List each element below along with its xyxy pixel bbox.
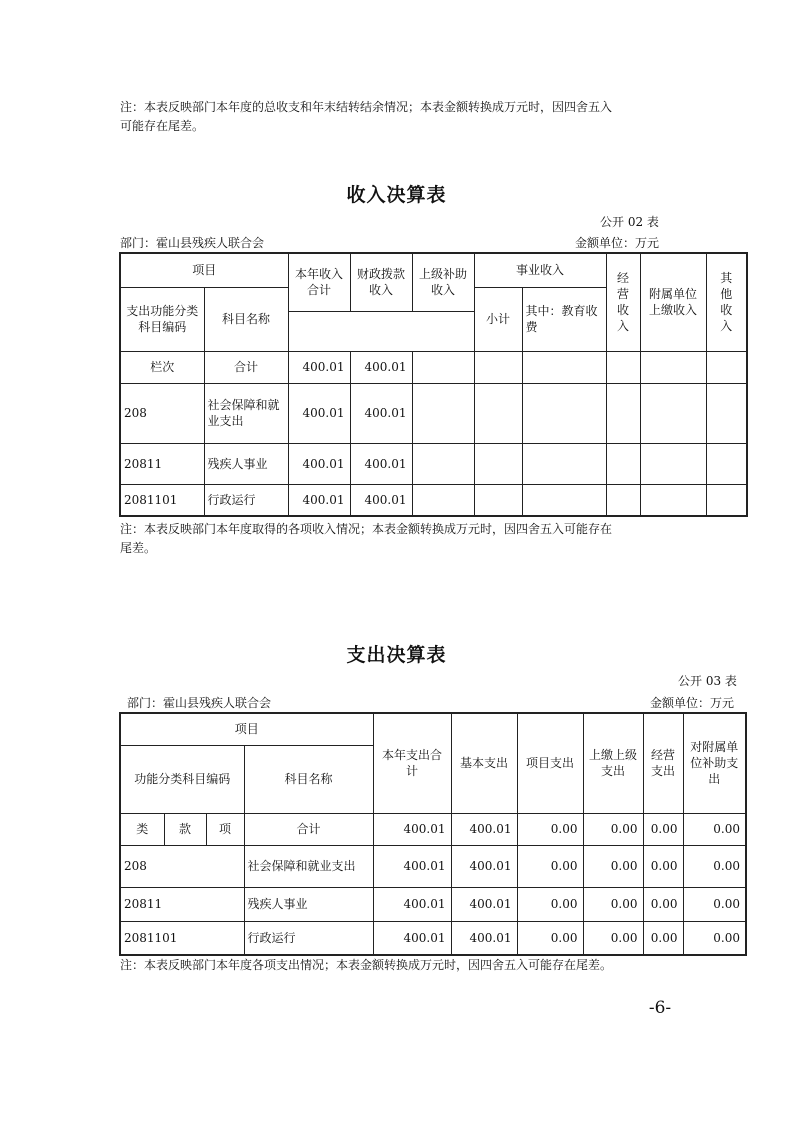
- hdr-affiliated: 附属单位上缴收入: [640, 253, 706, 351]
- row-operating: 0.00: [643, 845, 683, 887]
- row-project: 0.00: [517, 845, 583, 887]
- table-row: [120, 887, 746, 921]
- row-total: 400.01: [288, 443, 350, 484]
- exp-hdr-total: 本年支出合计: [373, 713, 451, 813]
- row-total: 400.01: [373, 813, 451, 845]
- hdr-total: 本年收入合计: [288, 253, 350, 311]
- expense-unit: 金额单位：万元: [650, 696, 735, 710]
- row-fiscal: 400.01: [350, 443, 412, 484]
- row-fiscal: 400.01: [350, 351, 412, 383]
- hdr-fiscal: 财政拨款收入: [350, 253, 412, 311]
- income-dept: 部门：霍山县残疾人联合会: [120, 236, 265, 250]
- exp-hdr-subsidy: 对附属单位补助支出: [683, 713, 746, 813]
- row-name: 行政运行: [204, 484, 288, 516]
- row-handover: 0.00: [583, 887, 643, 921]
- row-name: 社会保障和就业支出: [204, 383, 288, 443]
- top-note: [120, 98, 740, 136]
- row-handover: 0.00: [583, 813, 643, 845]
- hdr-business: 事业收入: [474, 253, 606, 287]
- row-total: 400.01: [373, 887, 451, 921]
- row-project: 0.00: [517, 921, 583, 955]
- table-row: [120, 813, 746, 845]
- expense-title: 支出决算表: [346, 644, 447, 666]
- hdr-other: 其他收入: [706, 253, 747, 351]
- row-project: 0.00: [517, 813, 583, 845]
- table-row: [120, 443, 747, 484]
- expense-form-no: 公开 03 表: [678, 674, 737, 688]
- row-fiscal: 400.01: [350, 484, 412, 516]
- exp-hdr-kuan: 款: [164, 813, 206, 845]
- row-total: 400.01: [373, 921, 451, 955]
- hdr-item: 项目: [120, 253, 288, 287]
- row-handover: 0.00: [583, 845, 643, 887]
- exp-hdr-func-code: 功能分类科目编码: [120, 745, 244, 813]
- income-note-line2: 尾差。: [120, 541, 157, 555]
- hdr-func-code: 支出功能分类科目编码: [120, 287, 204, 351]
- row-name: 社会保障和就业支出: [244, 845, 373, 887]
- exp-hdr-project: 项目支出: [517, 713, 583, 813]
- income-unit: 金额单位：万元: [575, 236, 660, 250]
- row-code: 栏次: [120, 351, 204, 383]
- exp-hdr-subject-name: 科目名称: [244, 745, 373, 813]
- hdr-subject-name: 科目名称: [204, 287, 288, 351]
- hdr-edu: 其中：教育收费: [522, 287, 606, 351]
- hdr-superior: 上级补助收入: [412, 253, 474, 311]
- hdr-subtotal: 小计: [474, 287, 522, 351]
- row-name: 合计: [204, 351, 288, 383]
- table-row: [120, 351, 747, 383]
- exp-hdr-basic: 基本支出: [451, 713, 517, 813]
- table-row: [120, 383, 747, 443]
- row-code: 20811: [120, 443, 204, 484]
- row-code: 20811: [120, 887, 244, 921]
- row-subsidy: 0.00: [683, 887, 746, 921]
- row-name: 残疾人事业: [244, 887, 373, 921]
- table-row: [120, 484, 747, 516]
- exp-hdr-lei: 类: [120, 813, 164, 845]
- row-code: 2081101: [120, 484, 204, 516]
- table-row: [120, 845, 746, 887]
- row-subsidy: 0.00: [683, 921, 746, 955]
- row-operating: 0.00: [643, 813, 683, 845]
- row-subsidy: 0.00: [683, 813, 746, 845]
- exp-hdr-operating: 经营支出: [643, 713, 683, 813]
- row-name: 残疾人事业: [204, 443, 288, 484]
- table-row: [120, 921, 746, 955]
- row-code: 208: [120, 845, 244, 887]
- income-note-line1: 注：本表反映部门本年度取得的各项收入情况；本表金额转换成万元时，因四舍五入可能存在: [120, 522, 613, 536]
- row-total: 400.01: [288, 351, 350, 383]
- expense-table: [119, 712, 747, 956]
- expense-note: 注：本表反映部门本年度各项支出情况；本表金额转换成万元时，因四舍五入可能存在尾差。: [120, 958, 613, 972]
- row-total: 400.01: [288, 484, 350, 516]
- row-operating: 0.00: [643, 887, 683, 921]
- income-form-no: 公开 02 表: [600, 215, 659, 229]
- hdr-operating: 经营收入: [606, 253, 640, 351]
- page-number: -6-: [648, 998, 672, 1018]
- row-name: 行政运行: [244, 921, 373, 955]
- row-project: 0.00: [517, 887, 583, 921]
- top-note-line2: 可能存在尾差。: [120, 119, 205, 133]
- income-note: [120, 520, 740, 558]
- row-handover: 0.00: [583, 921, 643, 955]
- income-title: 收入决算表: [346, 184, 447, 206]
- exp-hdr-handover: 上缴上级支出: [583, 713, 643, 813]
- expense-dept: 部门：霍山县残疾人联合会: [127, 696, 272, 710]
- exp-hdr-item: 项目: [120, 713, 373, 745]
- row-basic: 400.01: [451, 845, 517, 887]
- row-total: 400.01: [288, 383, 350, 443]
- row-basic: 400.01: [451, 887, 517, 921]
- exp-hdr-xiang: 项: [206, 813, 244, 845]
- row-operating: 0.00: [643, 921, 683, 955]
- row-name: 合计: [244, 813, 373, 845]
- row-basic: 400.01: [451, 813, 517, 845]
- row-subsidy: 0.00: [683, 845, 746, 887]
- row-total: 400.01: [373, 845, 451, 887]
- row-code: 208: [120, 383, 204, 443]
- top-note-line1: 注：本表反映部门本年度的总收支和年末结转结余情况；本表金额转换成万元时，因四舍五入: [120, 100, 613, 114]
- income-table: [119, 252, 748, 517]
- row-basic: 400.01: [451, 921, 517, 955]
- row-code: 2081101: [120, 921, 244, 955]
- row-fiscal: 400.01: [350, 383, 412, 443]
